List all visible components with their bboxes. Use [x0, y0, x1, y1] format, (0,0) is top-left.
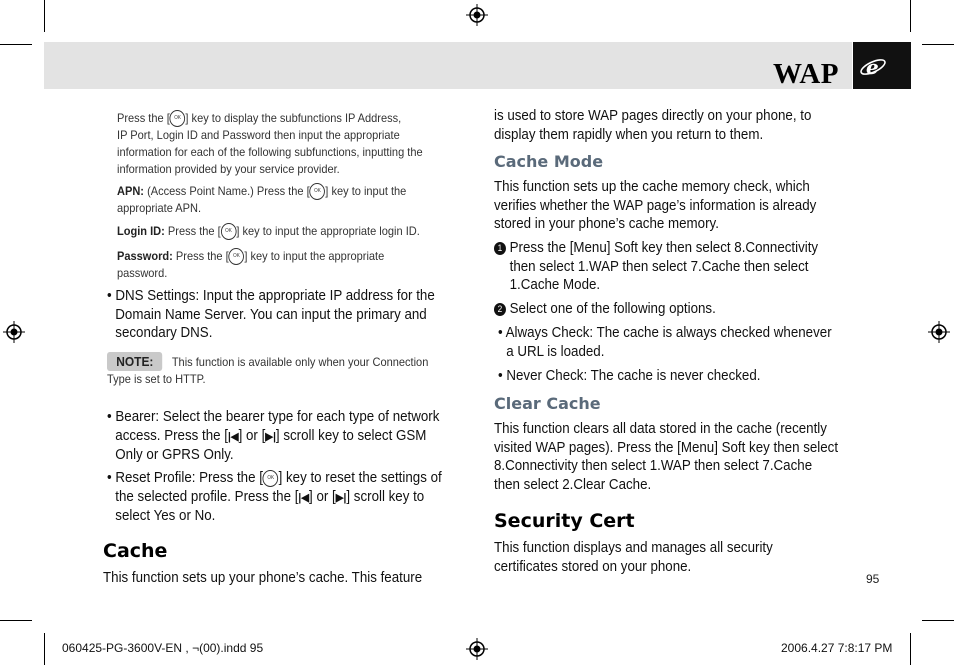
security-cert-heading: Security Cert — [494, 510, 635, 532]
clear-cache-text: This function clears all data stored in the cache (recently visited WAP pages). Press the [Menu] Soft key then select 8.Connectivity then select 1.WAP then select 7.Cache then select 2.Clear Cache. — [494, 421, 839, 493]
footer-file-info: 060425-PG-3600V-EN , ¬(00).indd 95 — [62, 641, 264, 655]
crop-mark — [922, 44, 954, 45]
bearer-bullet: • Bearer: Select the bearer type for each type of network access. Press the [|◀] or [▶|] scroll key to select GSM Only or GPRS Only. — [107, 409, 440, 463]
crop-mark — [44, 633, 45, 665]
registration-mark-icon — [466, 4, 488, 26]
ok-key-icon: OK — [170, 110, 186, 127]
reset-profile-bullet: • Reset Profile: Press the [ OK ] key to reset the settings of the selected profile. Press the [|◀] or [▶|] scroll key to select Yes or No. — [107, 470, 442, 524]
step-number-icon: 2 — [494, 303, 506, 316]
crop-mark — [0, 620, 32, 621]
registration-mark-icon — [928, 321, 950, 343]
footer-timestamp: 2006.4.27 7:8:17 PM — [781, 641, 893, 655]
password-paragraph: Password: Press the [ OK ] key to input the appropriate password. — [117, 249, 385, 281]
skip-back-icon: |◀ — [227, 430, 239, 443]
cache-continued: is used to store WAP pages directly on your phone, to display them rapidly when you return to them. — [494, 108, 812, 143]
security-cert-text: This function displays and manages all security certificates stored on your phone. — [494, 540, 773, 575]
cache-mode-heading: Cache Mode — [494, 152, 604, 171]
crop-mark — [0, 44, 32, 45]
ok-key-icon: OK — [229, 248, 245, 265]
page-number: 95 — [866, 572, 880, 586]
ok-key-icon: OK — [263, 470, 279, 487]
option-always-check: • Always Check: The cache is always checked whenever a URL is loaded. — [498, 325, 832, 360]
apn-paragraph: APN: (Access Point Name.) Press the [ OK ] key to input the appropriate APN. — [117, 184, 407, 216]
svg-text:e: e — [866, 55, 879, 79]
ok-key-icon: OK — [310, 183, 326, 200]
cache-mode-text: This function sets up the cache memory check, which verifies whether the WAP page’s information is already stored in your phone’s cache memory. — [494, 179, 817, 232]
cache-heading: Cache — [103, 540, 168, 562]
skip-forward-icon: ▶| — [335, 491, 347, 504]
ok-key-icon: OK — [221, 223, 237, 240]
cache-text: This function sets up your phone’s cache. This feature — [103, 570, 423, 586]
note-box: NOTE: This function is available only when your Connection Type is set to HTTP. — [107, 354, 429, 386]
dns-bullet: • DNS Settings: Input the appropriate IP address for the Domain Name Server. You can input the primary and secondary DNS. — [107, 288, 435, 341]
skip-forward-icon: ▶| — [265, 430, 276, 443]
ie-icon — [858, 54, 888, 80]
header-bar — [44, 42, 852, 89]
registration-mark-icon — [3, 321, 25, 343]
step-2: 2 Select one of the following options. — [494, 300, 862, 319]
crop-mark — [922, 620, 954, 621]
crop-mark — [910, 633, 911, 665]
chapter-tab — [853, 42, 911, 89]
skip-back-icon: |◀ — [298, 491, 310, 504]
crop-mark — [910, 0, 911, 32]
chapter-title: WAP — [773, 58, 839, 90]
note-badge: NOTE: — [107, 352, 163, 371]
registration-mark-icon — [466, 638, 488, 660]
login-paragraph: Login ID: Press the [ OK ] key to input the appropriate login ID. — [117, 223, 467, 240]
crop-mark — [44, 0, 45, 32]
clear-cache-heading: Clear Cache — [494, 394, 601, 413]
intro-paragraph: Press the [ OK ] key to display the subfunctions IP Address, IP Port, Login ID and Password then input the appropriate information for each of the following subfunctions, inputting the information provided by your service provider. — [117, 111, 423, 177]
option-never-check: • Never Check: The cache is never checked. — [498, 368, 761, 384]
step-number-icon: 1 — [494, 242, 506, 255]
step-1: 1 Press the [Menu] Soft key then select 8.Connectivity then select 1.WAP then select 7.Cache then select 1.Cache Mode. — [494, 239, 862, 295]
